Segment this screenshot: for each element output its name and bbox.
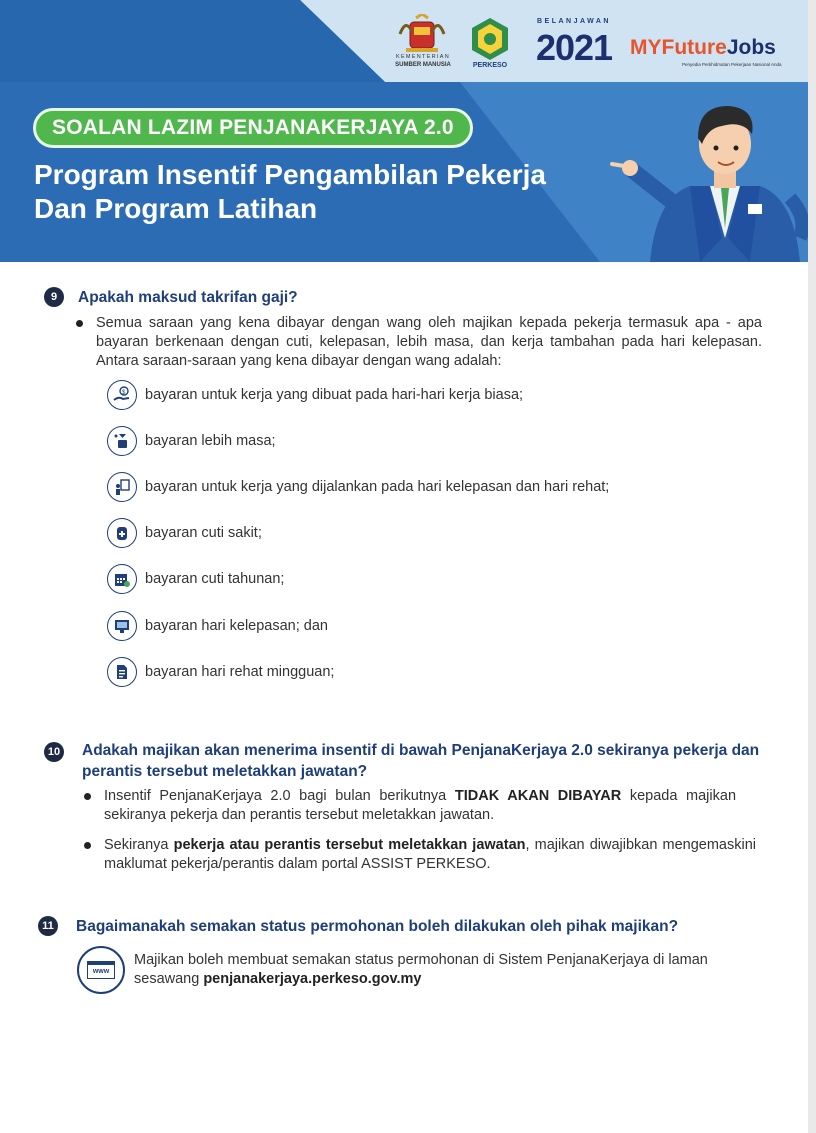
page-title-line2: Dan Program Latihan [34, 193, 318, 224]
question-number-badge: 9 [44, 287, 64, 307]
text-run: Majikan boleh membuat semakan status permohonan di Sistem PenjanaKerjaya di laman sesawang [134, 952, 708, 987]
wage-item-5 [107, 562, 284, 596]
header-banner [0, 0, 808, 262]
ministry-crest-logo [392, 14, 452, 78]
question-11 [38, 916, 678, 937]
page-edge [808, 0, 816, 1133]
wage-item-3 [107, 470, 609, 504]
question-10-bullet-1-text [104, 787, 736, 825]
question-10-line2: perantis tersebut meletakkan jawatan? [82, 763, 368, 780]
myfuturejobs-tagline: Penyedia Perkhidmatan Pekerjaan Nasional Anda [682, 62, 782, 67]
document-icon [107, 657, 137, 687]
person-calendar-icon [107, 472, 137, 502]
text-run: kepada majikan sekiranya pekerja dan perantis tersebut meletakkan jawatan. [104, 788, 737, 823]
bullet-dot [84, 842, 91, 849]
hand-money-icon [107, 380, 137, 410]
question-11-text: Bagaimanakah semakan status permohonan boleh dilakukan oleh pihak majikan? [76, 918, 679, 935]
emphasis-text: pekerja atau perantis tersebut meletakkan jawatan [173, 837, 526, 853]
question-11-answer-text [134, 951, 754, 989]
svg-text:$: $ [122, 390, 126, 396]
budget-year: 2021 [535, 27, 613, 68]
belanjawan-label: BELANJAWAN [536, 18, 611, 25]
www-label: www [87, 961, 115, 979]
hourglass-clock-icon [107, 426, 137, 456]
ministry-name-line2: SUMBER MANUSIA [395, 62, 451, 68]
question-10-text [82, 740, 772, 782]
wage-item-label: bayaran untuk kerja yang dibuat pada hari-hari kerja biasa; [145, 387, 524, 403]
question-10-line1: Adakah majikan akan menerima insentif di bawah PenjanaKerjaya 2.0 sekiranya pekerja dan [82, 742, 760, 759]
ministry-name-line1: KEMENTERIAN [395, 54, 451, 60]
question-9-text: Apakah maksud takrifan gaji? [78, 289, 298, 306]
question-10-bullet-2-text [104, 836, 756, 874]
question-10 [44, 740, 772, 782]
wage-item-label: bayaran untuk kerja yang dijalankan pada hari kelepasan dan hari rehat; [145, 479, 610, 495]
wage-item-label: bayaran cuti tahunan; [145, 571, 285, 587]
page-title-line1: Program Insentif Pengambilan Pekerja [34, 159, 546, 190]
wage-item-7 [107, 655, 334, 689]
wage-item-label: bayaran hari kelepasan; dan [145, 618, 328, 634]
wage-item-label: bayaran hari rehat mingguan; [145, 664, 335, 680]
myfuturejobs-prefix: MYFuture [630, 36, 727, 59]
wage-item-1 [107, 378, 523, 412]
wage-item-4 [107, 516, 262, 550]
myfuturejobs-logo [630, 36, 776, 60]
website-icon [77, 946, 125, 994]
bullet-dot [84, 793, 91, 800]
myfuturejobs-suffix: Jobs [726, 36, 776, 59]
faq-tag: SOALAN LAZIM PENJANAKERJAYA 2.0 [33, 108, 473, 148]
question-10-bullet-1 [84, 787, 736, 827]
text-run: Sekiranya [104, 837, 174, 853]
logo-bar [310, 6, 808, 84]
wage-item-6 [107, 609, 328, 643]
website-url: penjanakerjaya.perkeso.gov.my [203, 971, 422, 987]
question-number-badge: 11 [38, 916, 58, 936]
wage-item-2 [107, 424, 276, 458]
perkeso-label: PERKESO [472, 62, 508, 69]
wage-item-label: bayaran cuti sakit; [145, 525, 262, 541]
businessman-illustration [610, 88, 808, 262]
perkeso-logo [468, 16, 512, 62]
emphasis-text: TIDAK AKAN DIBAYAR [454, 788, 622, 804]
calendar-icon [107, 564, 137, 594]
question-number-badge: 10 [44, 742, 64, 762]
text-run: Insentif PenjanaKerjaya 2.0 bagi bulan berikutnya [104, 788, 455, 804]
monitor-icon [107, 611, 137, 641]
medical-bag-icon [107, 518, 137, 548]
question-9-bullet [76, 314, 762, 374]
question-9-answer: Semua saraan yang kena dibayar dengan wang oleh majikan kepada pekerja termasuk apa - apa bayaran berkenaan dengan cuti, kelepasan, lebih masa, dan kerja tambahan pada hari kelepasan. Antara saraan-saraan yang kena dibayar dengan wang adalah: [96, 315, 762, 369]
question-10-bullet-2 [84, 836, 756, 876]
page-title [34, 158, 594, 226]
wage-item-label: bayaran lebih masa; [145, 433, 276, 449]
question-11-answer [134, 951, 754, 991]
text-run: , majikan diwajibkan mengemaskini maklumat pekerja/perantis dalam portal ASSIST PERKESO. [104, 837, 756, 872]
question-9 [44, 287, 298, 308]
bullet-dot [76, 320, 83, 327]
